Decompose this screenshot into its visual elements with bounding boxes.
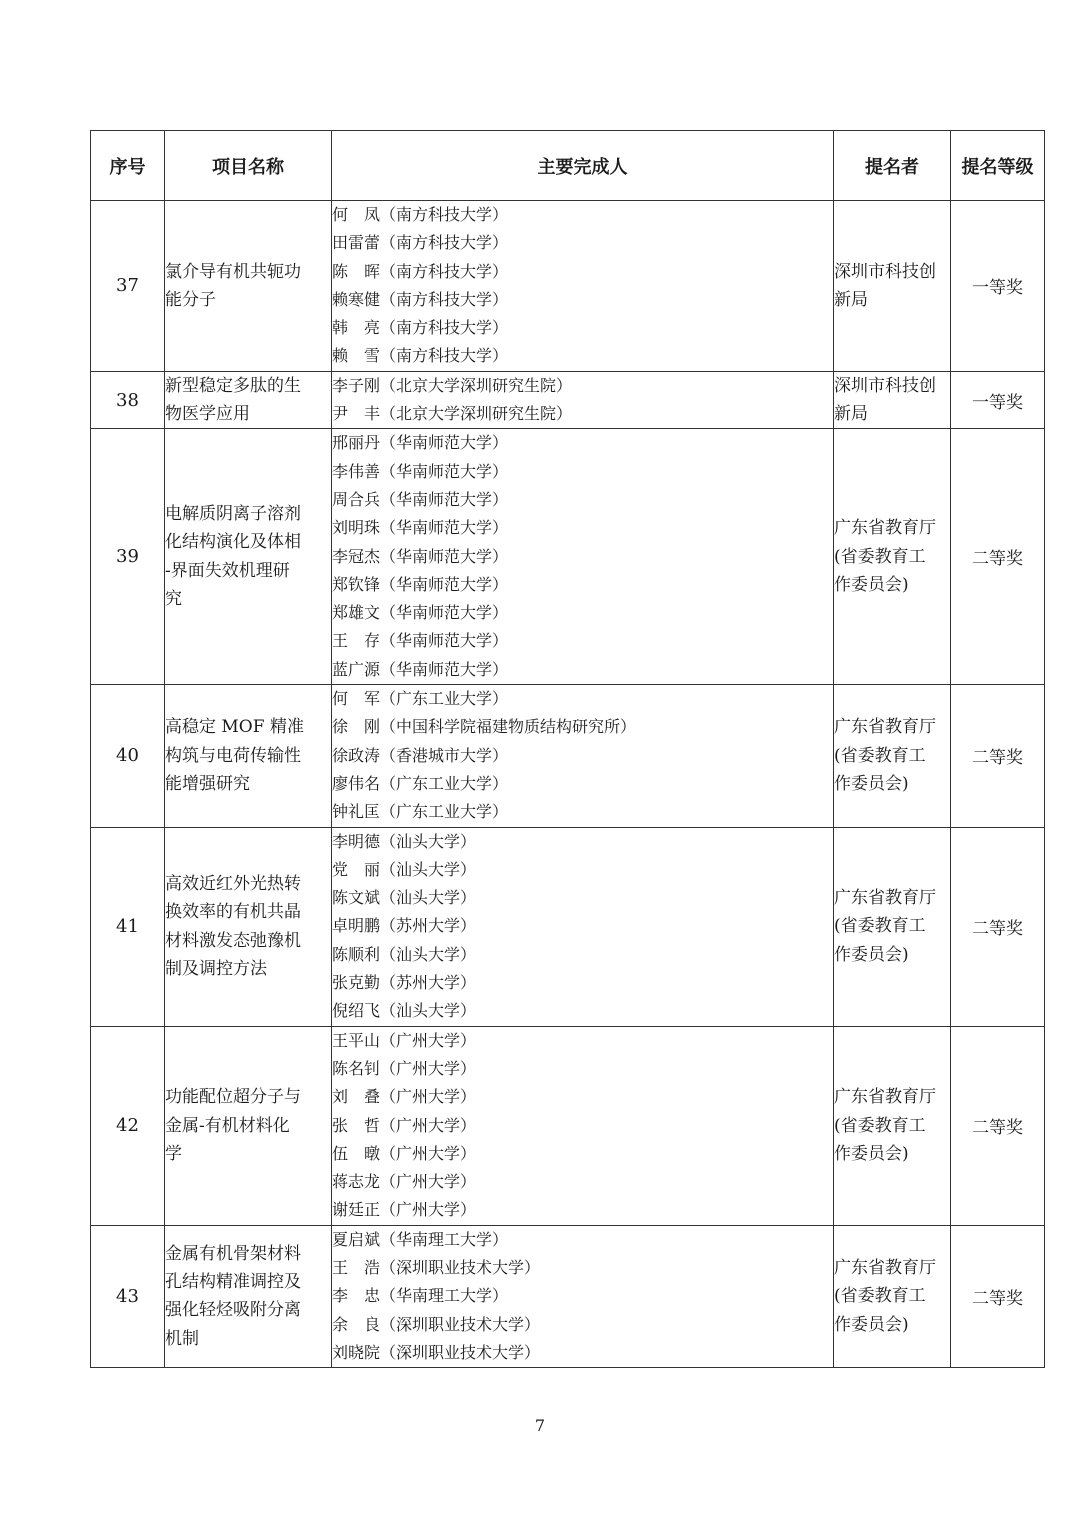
completer-entry: 徐政涛（香港城市大学）	[332, 745, 509, 765]
row-number: 40	[91, 685, 165, 827]
project-name: 电解质阴离子溶剂 化结构演化及体相 -界面失效机理研 究	[165, 429, 332, 685]
completer-entry: 徐 刚（中国科学院福建物质结构研究所）	[332, 717, 637, 737]
completer-entry: 李 忠（华南理工大学）	[332, 1286, 509, 1306]
header-people: 主要完成人	[332, 131, 834, 201]
header-no: 序号	[91, 131, 165, 201]
award-table	[90, 130, 1045, 1368]
completer-entry: 卓明鹏（苏州大学）	[332, 916, 477, 936]
completer-entry: 钟礼匡（广东工业大学）	[332, 802, 509, 822]
nominator: 广东省教育厅 (省委教育工 作委员会)	[834, 429, 951, 685]
nominator: 深圳市科技创 新局	[834, 201, 951, 372]
nominator: 深圳市科技创 新局	[834, 371, 951, 429]
award-level: 二等奖	[951, 429, 1045, 685]
completer-entry: 邢丽丹（华南师范大学）	[332, 433, 509, 453]
completer-entry: 王 浩（深圳职业技术大学）	[332, 1257, 541, 1277]
completer-entry: 陈文斌（汕头大学）	[332, 888, 477, 908]
completer-entry: 郑雄文（华南师范大学）	[332, 603, 509, 623]
row-number: 41	[91, 827, 165, 1026]
completer-entry: 党 丽（汕头大学）	[332, 859, 477, 879]
nominator: 广东省教育厅 (省委教育工 作委员会)	[834, 1026, 951, 1225]
completer-entry: 蓝广源（华南师范大学）	[332, 659, 509, 679]
project-name: 新型稳定多肽的生 物医学应用	[165, 371, 332, 429]
completer-entry: 李明德（汕头大学）	[332, 831, 477, 851]
completer-entry: 陈顺利（汕头大学）	[332, 944, 477, 964]
completer-entry: 李伟善（华南师范大学）	[332, 461, 509, 481]
completer-entry: 余 良（深圳职业技术大学）	[332, 1314, 541, 1334]
completer-entry: 陈 晖（南方科技大学）	[332, 261, 509, 281]
completer-entry: 李冠杰（华南师范大学）	[332, 546, 509, 566]
completers-cell	[332, 1225, 834, 1367]
header-level: 提名等级	[951, 131, 1045, 201]
completer-entry: 刘晓院（深圳职业技术大学）	[332, 1342, 541, 1362]
completers-cell	[332, 685, 834, 827]
completer-entry: 李子刚（北京大学深圳研究生院）	[332, 375, 573, 395]
completer-entry: 张克勤（苏州大学）	[332, 973, 477, 993]
completer-entry: 刘明珠（华南师范大学）	[332, 518, 509, 538]
row-number: 38	[91, 371, 165, 429]
row-number: 43	[91, 1225, 165, 1367]
award-level: 二等奖	[951, 827, 1045, 1026]
award-level: 二等奖	[951, 685, 1045, 827]
completers-cell	[332, 429, 834, 685]
row-number: 37	[91, 201, 165, 372]
completer-entry: 韩 亮（南方科技大学）	[332, 318, 509, 338]
page-number: 7	[534, 1416, 546, 1435]
completer-entry: 郑钦锋（华南师范大学）	[332, 574, 509, 594]
table-row	[91, 371, 1045, 429]
table-header-row	[91, 131, 1045, 201]
table-row	[91, 1225, 1045, 1367]
row-number: 39	[91, 429, 165, 685]
table-row	[91, 429, 1045, 685]
completer-entry: 周合兵（华南师范大学）	[332, 489, 509, 509]
header-project: 项目名称	[165, 131, 332, 201]
completer-entry: 王 存（华南师范大学）	[332, 631, 509, 651]
completer-entry: 何 军（广东工业大学）	[332, 689, 509, 709]
completer-entry: 张 哲（广州大学）	[332, 1115, 477, 1135]
project-name: 金属有机骨架材料 孔结构精准调控及 强化轻烃吸附分离 机制	[165, 1225, 332, 1367]
nominator: 广东省教育厅 (省委教育工 作委员会)	[834, 827, 951, 1026]
table-body	[91, 201, 1045, 1368]
completers-cell	[332, 371, 834, 429]
completer-entry: 尹 丰（北京大学深圳研究生院）	[332, 404, 573, 424]
completer-entry: 蒋志龙（广州大学）	[332, 1172, 477, 1192]
nominator: 广东省教育厅 (省委教育工 作委员会)	[834, 1225, 951, 1367]
nominator: 广东省教育厅 (省委教育工 作委员会)	[834, 685, 951, 827]
completers-cell	[332, 1026, 834, 1225]
project-name: 氯介导有机共轭功 能分子	[165, 201, 332, 372]
table-row	[91, 827, 1045, 1026]
completer-entry: 陈名钊（广州大学）	[332, 1058, 477, 1078]
award-level: 二等奖	[951, 1026, 1045, 1225]
completers-cell	[332, 827, 834, 1026]
header-nominator: 提名者	[834, 131, 951, 201]
completers-cell	[332, 201, 834, 372]
completer-entry: 何 凤（南方科技大学）	[332, 205, 509, 224]
award-level: 二等奖	[951, 1225, 1045, 1367]
completer-entry: 赖 雪（南方科技大学）	[332, 346, 509, 366]
completer-entry: 夏启斌（华南理工大学）	[332, 1229, 509, 1249]
award-level: 一等奖	[951, 201, 1045, 372]
row-number: 42	[91, 1026, 165, 1225]
project-name: 高效近红外光热转 换效率的有机共晶 材料激发态弛豫机 制及调控方法	[165, 827, 332, 1026]
completer-entry: 田雷蕾（南方科技大学）	[332, 233, 509, 253]
project-name: 高稳定 MOF 精准 构筑与电荷传输性 能增强研究	[165, 685, 332, 827]
completer-entry: 谢廷正（广州大学）	[332, 1200, 477, 1220]
completer-entry: 王平山（广州大学）	[332, 1030, 477, 1050]
project-name: 功能配位超分子与 金属-有机材料化 学	[165, 1026, 332, 1225]
award-level: 一等奖	[951, 371, 1045, 429]
table-row	[91, 201, 1045, 372]
table-row	[91, 685, 1045, 827]
completer-entry: 倪绍飞（汕头大学）	[332, 1001, 477, 1021]
completer-entry: 廖伟名（广东工业大学）	[332, 773, 509, 793]
table-row	[91, 1026, 1045, 1225]
completer-entry: 伍 暾（广州大学）	[332, 1143, 477, 1163]
completer-entry: 赖寒健（南方科技大学）	[332, 289, 509, 309]
completer-entry: 刘 叠（广州大学）	[332, 1087, 477, 1107]
